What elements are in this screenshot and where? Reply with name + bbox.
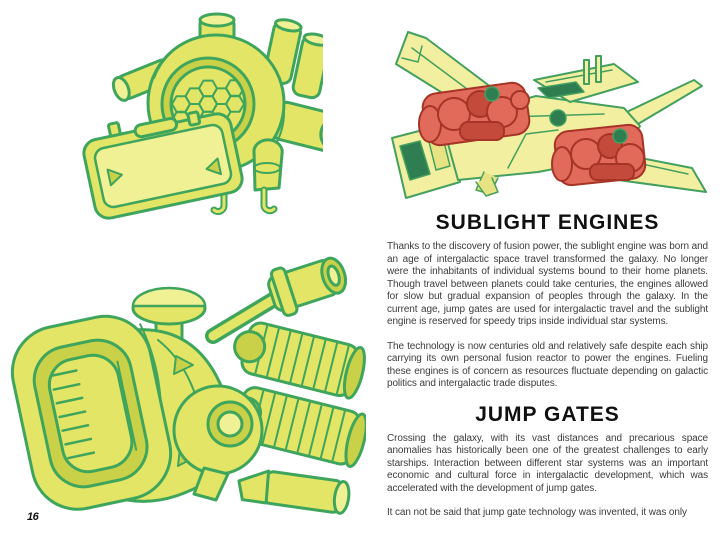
sublight-engine-illustration <box>8 240 366 522</box>
article-column <box>387 211 708 532</box>
body-paragraph: Crossing the galaxy, with its vast distances and precarious space anomalies has historically been one of the greatest challenges to early starships. Interaction between different star systems was an important economic and cultural force in intergalactic development, which was accelerated with the development of jump gates. <box>387 432 708 494</box>
starship-cutaway-drawing <box>388 22 710 210</box>
body-paragraph: The technology is now centuries old and relatively safe despite each ship carrying its own personal fusion reactor to power the engines. Fueling these engines is of concern as resources fluctuate depending on galactic politics and intergalactic trade disputes. <box>387 340 708 389</box>
page-number: 16 <box>27 511 39 523</box>
ship-right-engine <box>552 124 647 187</box>
section-jump-gates <box>387 403 708 520</box>
body-paragraph: Thanks to the discovery of fusion power, the sublight engine was born and an age of intergalactic space travel transformed the galaxy. No longer were the inhabitants of individual systems bound to their home planets. Though travel between planets could take centuries, the engines allowed for slow but gradual expansion of peoples through the galaxy. In the current age, jump gates are used for intergalactic travel and the sublight engine is reserved for speedy trips inside individual star systems. <box>387 241 708 327</box>
heading-sublight-engines: SUBLIGHT ENGINES <box>435 211 660 234</box>
heading-jump-gates: JUMP GATES <box>475 402 620 426</box>
body-paragraph: It can not be said that jump gate technology was invented, it was only <box>387 507 687 518</box>
fusion-reactor-drawing <box>58 8 323 223</box>
fusion-reactor-illustration <box>58 8 323 223</box>
section-sublight-engines <box>387 211 708 391</box>
sublight-engine-drawing <box>8 240 366 522</box>
starship-engine-cutaway-illustration <box>388 22 710 210</box>
